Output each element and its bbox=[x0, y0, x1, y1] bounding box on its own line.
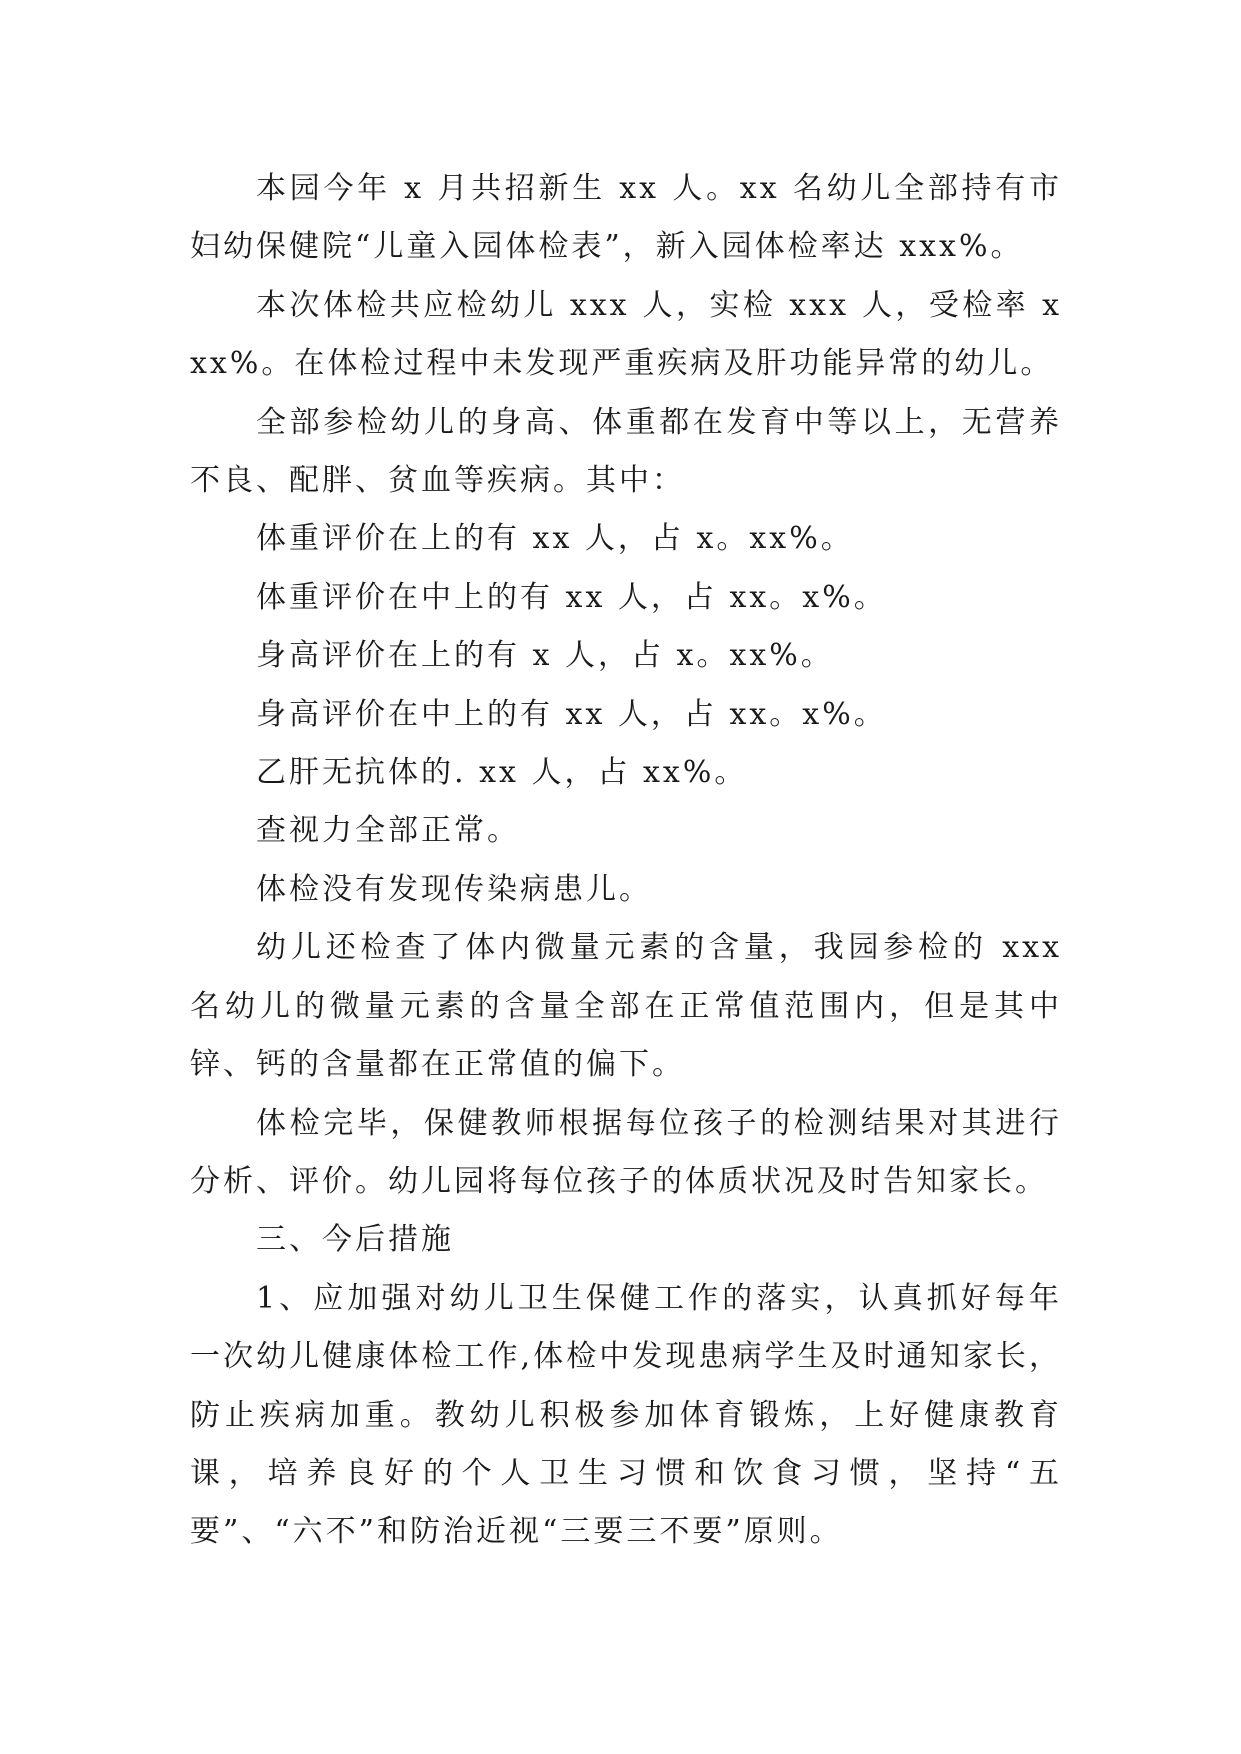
paragraph-trace-elements: 幼儿还检查了体内微量元素的含量，我园参检的 xxx 名幼儿的微量元素的含量全部在正常值范围内，但是其中锌、钙的含量都在正常值的偏下。 bbox=[190, 930, 1062, 1083]
paragraph-hepatitis-b: 乙肝无抗体的. xx 人，占 xx%。 bbox=[256, 755, 748, 791]
paragraph-evaluation: 体检完毕，保健教师根据每位孩子的检测结果对其进行分析、评价。幼儿园将每位孩子的体质状况及时告知家长。 bbox=[190, 1105, 1062, 1199]
paragraph-height-top: 身高评价在上的有 x 人，占 x。xx%。 bbox=[256, 638, 834, 674]
paragraph-enrollment: 本园今年 x 月共招新生 xx 人。xx 名幼儿全部持有市妇幼保健院“儿童入园体检表”，新入园体检率达 xxx%。 bbox=[190, 171, 1062, 265]
section-heading-measures: 三、今后措施 bbox=[256, 1222, 454, 1258]
paragraph-growth: 全部参检幼儿的身高、体重都在发育中等以上，无营养不良、配胖、贫血等疾病。其中： bbox=[190, 404, 1062, 499]
paragraph-infectious: 体检没有发现传染病患儿。 bbox=[256, 871, 652, 907]
document-body bbox=[190, 160, 1062, 1562]
paragraph-weight-upper-middle: 体重评价在中上的有 xx 人，占 xx。x%。 bbox=[256, 579, 887, 615]
paragraph-weight-top: 体重评价在上的有 xx 人，占 x。xx%。 bbox=[256, 521, 854, 557]
paragraph-exam-rate: 本次体检共应检幼儿 xxx 人，实检 xxx 人，受检率 xxx%。在体检过程中未发现严重疾病及肝功能异常的幼儿。 bbox=[190, 287, 1062, 382]
paragraph-measure-1: 1、应加强对幼儿卫生保健工作的落实，认真抓好每年一次幼儿健康体检工作,体检中发现患病学生及时通知家长，防止疾病加重。教幼儿积极参加体育锻炼，上好健康教育课，培养良好的个人卫生习惯和饮食习惯，坚持“五要”、“六不”和防治近视“三要三不要”原则。 bbox=[190, 1280, 1062, 1550]
paragraph-vision: 查视力全部正常。 bbox=[256, 813, 520, 849]
paragraph-height-upper-middle: 身高评价在中上的有 xx 人，占 xx。x%。 bbox=[256, 696, 887, 732]
